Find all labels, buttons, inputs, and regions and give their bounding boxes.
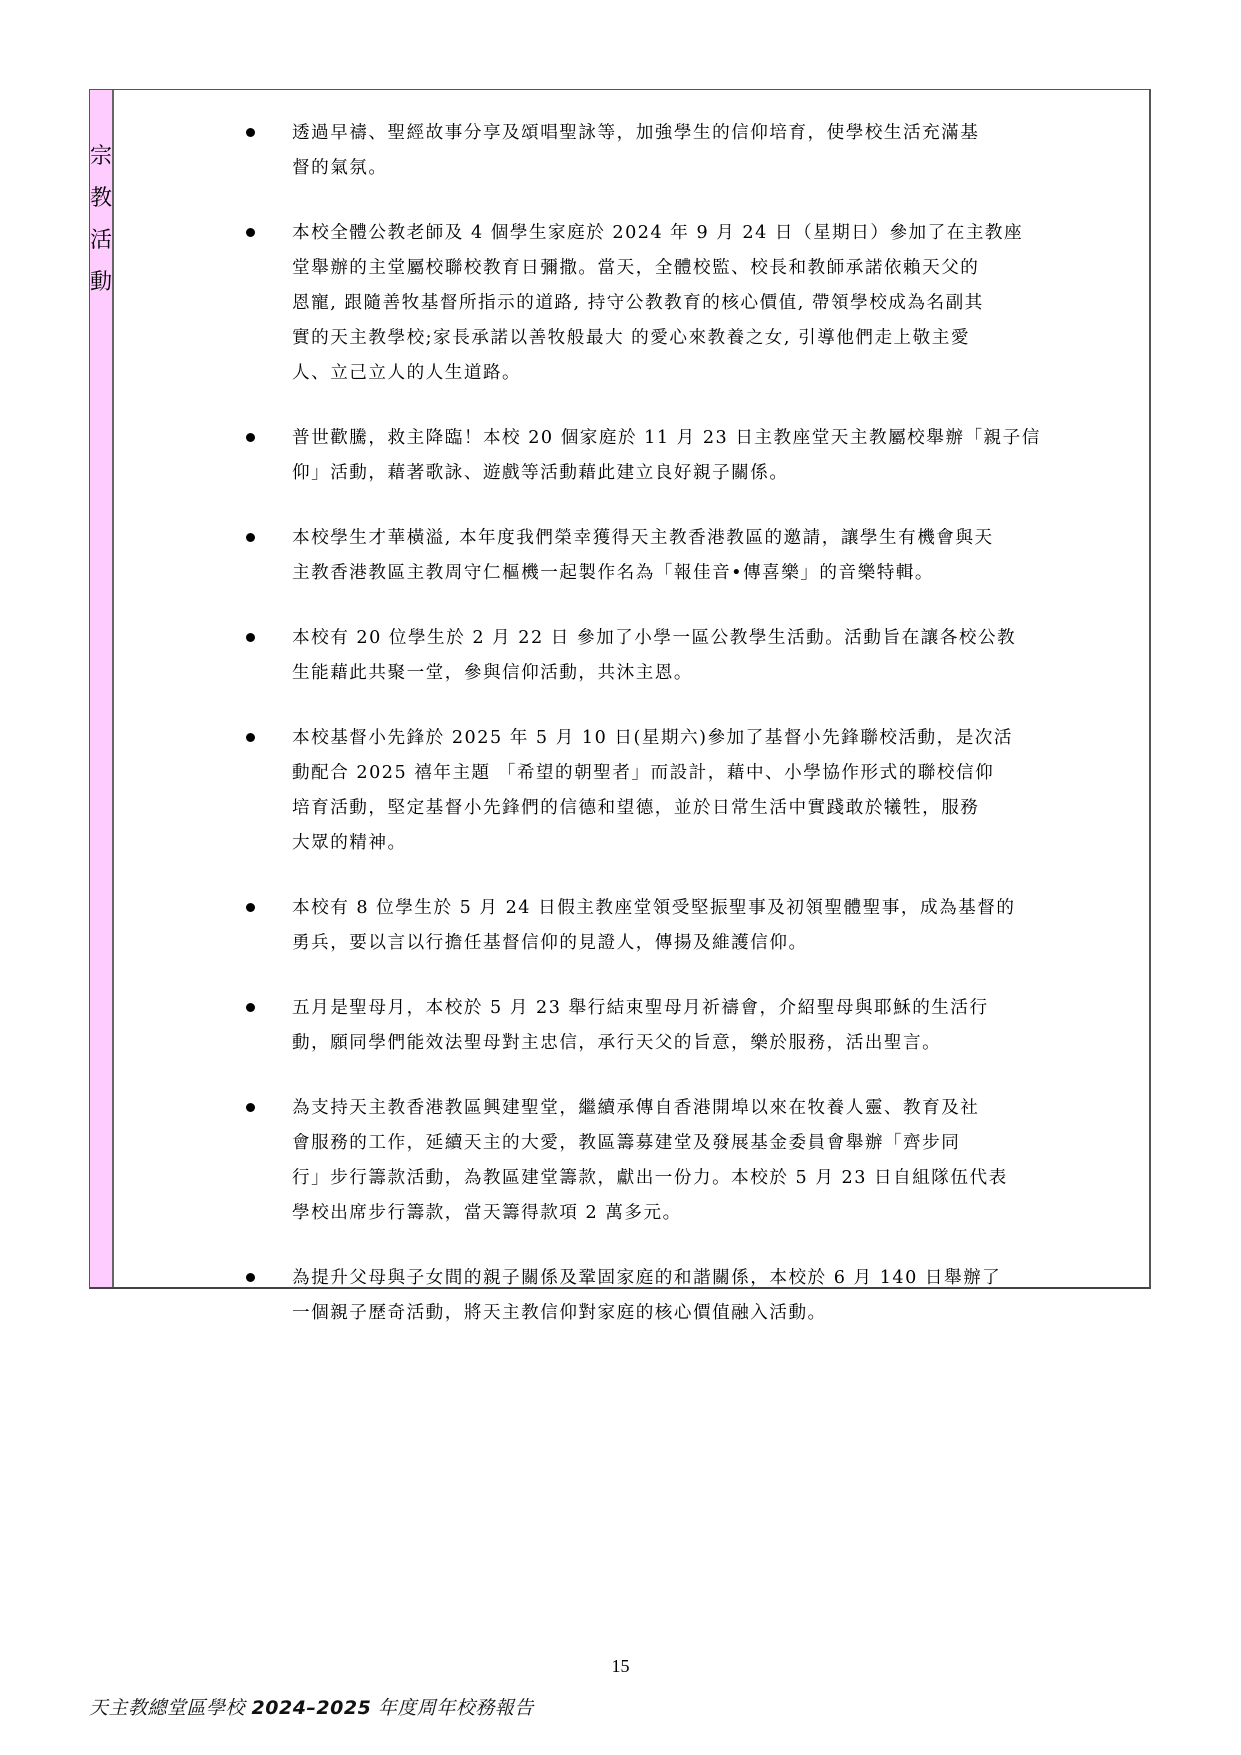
text-line: 人、立己立人的人生道路。 bbox=[292, 363, 522, 383]
text-line: 會服務的工作，延續天主的大愛，教區籌募建堂及發展基金委員會舉辦「齊步同 bbox=[292, 1133, 961, 1153]
bullet-icon bbox=[246, 128, 255, 137]
text-line: 為提升父母與子女間的親子關係及鞏固家庭的和諧關係，本校於 6 月 140 日舉辦了 bbox=[292, 1268, 1002, 1288]
list-item bbox=[114, 991, 1162, 1061]
list-item bbox=[114, 421, 1162, 491]
bullet-icon bbox=[246, 633, 255, 642]
list-item-text bbox=[292, 216, 1162, 391]
bullet-icon bbox=[246, 1103, 255, 1112]
list-item-text bbox=[292, 991, 1162, 1061]
footer-prefix: 天主教總堂區學校 bbox=[89, 1697, 252, 1719]
bullet-icon bbox=[246, 1273, 255, 1282]
section-label-char: 宗 bbox=[90, 144, 113, 169]
text-line: 培育活動，堅定基督小先鋒們的信德和望德，並於日常生活中實踐敢於犧牲，服務 bbox=[292, 798, 980, 818]
bullet-icon bbox=[246, 1003, 255, 1012]
text-line: 堂舉辦的主堂屬校聯校教育日彌撒。當天，全體校監、校長和教師承諾依賴天父的 bbox=[292, 258, 980, 278]
list-item-text bbox=[292, 116, 1162, 186]
text-line: 行」步行籌款活動，為教區建堂籌款，獻出一份力。本校於 5 月 23 日自組隊伍代表 bbox=[292, 1168, 1008, 1188]
list-item-text bbox=[292, 1091, 1162, 1231]
text-line: 一個親子歷奇活動，將天主教信仰對家庭的核心價值融入活動。 bbox=[292, 1303, 827, 1323]
text-line: 五月是聖母月，本校於 5 月 23 舉行結束聖母月祈禱會，介紹聖母與耶穌的生活行 bbox=[292, 998, 989, 1018]
list-item-text bbox=[292, 891, 1162, 961]
text-line: 動，願同學們能效法聖母對主忠信，承行天父的旨意，樂於服務，活出聖言。 bbox=[292, 1033, 942, 1053]
section-label-char: 教 bbox=[90, 186, 113, 211]
bullet-icon bbox=[246, 733, 255, 742]
list-item bbox=[114, 621, 1162, 691]
text-line: 恩寵, 跟隨善牧基督所指示的道路, 持守公教教育的核心價值, 帶領學校成為名副其 bbox=[292, 293, 984, 313]
list-item bbox=[114, 116, 1162, 186]
text-line: 督的氣氛。 bbox=[292, 158, 388, 178]
religious-activities-table bbox=[89, 89, 1151, 1323]
footer-years: 2024–2025 bbox=[251, 1697, 372, 1719]
bullet-icon bbox=[246, 433, 255, 442]
text-line: 動配合 2025 禧年主題 「希望的朝聖者」而設計，藉中、小學協作形式的聯校信仰 bbox=[292, 763, 995, 783]
text-line: 普世歡騰，救主降臨！本校 20 個家庭於 11 月 23 日主教座堂天主教屬校舉辦「親子信 bbox=[292, 428, 1041, 448]
footer-title bbox=[89, 1693, 534, 1720]
text-line: 本校有 8 位學生於 5 月 24 日假主教座堂領受堅振聖事及初領聖體聖事，成為基督的 bbox=[292, 898, 1016, 918]
list-item-text bbox=[292, 1261, 1162, 1331]
activities-list bbox=[114, 90, 1162, 1323]
list-item bbox=[114, 1091, 1162, 1231]
list-item-text bbox=[292, 521, 1162, 591]
text-line: 學校出席步行籌款，當天籌得款項 2 萬多元。 bbox=[292, 1203, 682, 1223]
text-line: 生能藉此共聚一堂，參與信仰活動，共沐主恩。 bbox=[292, 663, 693, 683]
list-item bbox=[114, 216, 1162, 391]
text-line: 實的天主教學校;家長承諾以善牧般最大 的愛心來教養之女, 引導他們走上敬主愛 bbox=[292, 328, 970, 348]
section-label-char: 動 bbox=[90, 270, 113, 295]
text-line: 仰」活動，藉著歌詠、遊戲等活動藉此建立良好親子關係。 bbox=[292, 463, 789, 483]
list-item bbox=[114, 721, 1162, 861]
text-line: 勇兵，要以言以行擔任基督信仰的見證人，傳揚及維護信仰。 bbox=[292, 933, 808, 953]
section-label-char: 活 bbox=[90, 228, 113, 253]
list-item bbox=[114, 891, 1162, 961]
bullet-icon bbox=[246, 533, 255, 542]
text-line: 透過早禱、聖經故事分享及頌唱聖詠等，加強學生的信仰培育，使學校生活充滿基 bbox=[292, 123, 980, 143]
page-number: 15 bbox=[611, 1656, 630, 1676]
bullet-icon bbox=[246, 903, 255, 912]
section-label-cell bbox=[90, 90, 114, 1287]
text-line: 為支持天主教香港教區興建聖堂，繼續承傳自香港開埠以來在牧養人靈、教育及社 bbox=[292, 1098, 980, 1118]
list-item-text bbox=[292, 421, 1162, 491]
text-line: 本校基督小先鋒於 2025 年 5 月 10 日(星期六)參加了基督小先鋒聯校活動，是次活 bbox=[292, 728, 1013, 748]
list-item bbox=[114, 1261, 1162, 1331]
footer-suffix: 年度周年校務報告 bbox=[371, 1697, 534, 1719]
text-line: 本校有 20 位學生於 2 月 22 日 參加了小學一區公教學生活動。活動旨在讓各校公教 bbox=[292, 628, 1017, 648]
list-item-text bbox=[292, 721, 1162, 861]
text-line: 本校學生才華橫溢, 本年度我們榮幸獲得天主教香港教區的邀請，讓學生有機會與天 bbox=[292, 528, 994, 548]
text-line: 主教香港教區主教周守仁樞機一起製作名為「報佳音•傳喜樂」的音樂特輯。 bbox=[292, 563, 934, 583]
text-line: 本校全體公教老師及 4 個學生家庭於 2024 年 9 月 24 日（星期日）參加了在主教座 bbox=[292, 223, 1024, 243]
text-line: 大眾的精神。 bbox=[292, 833, 407, 853]
bullet-icon bbox=[246, 228, 255, 237]
list-item-text bbox=[292, 621, 1162, 691]
list-item bbox=[114, 521, 1162, 591]
